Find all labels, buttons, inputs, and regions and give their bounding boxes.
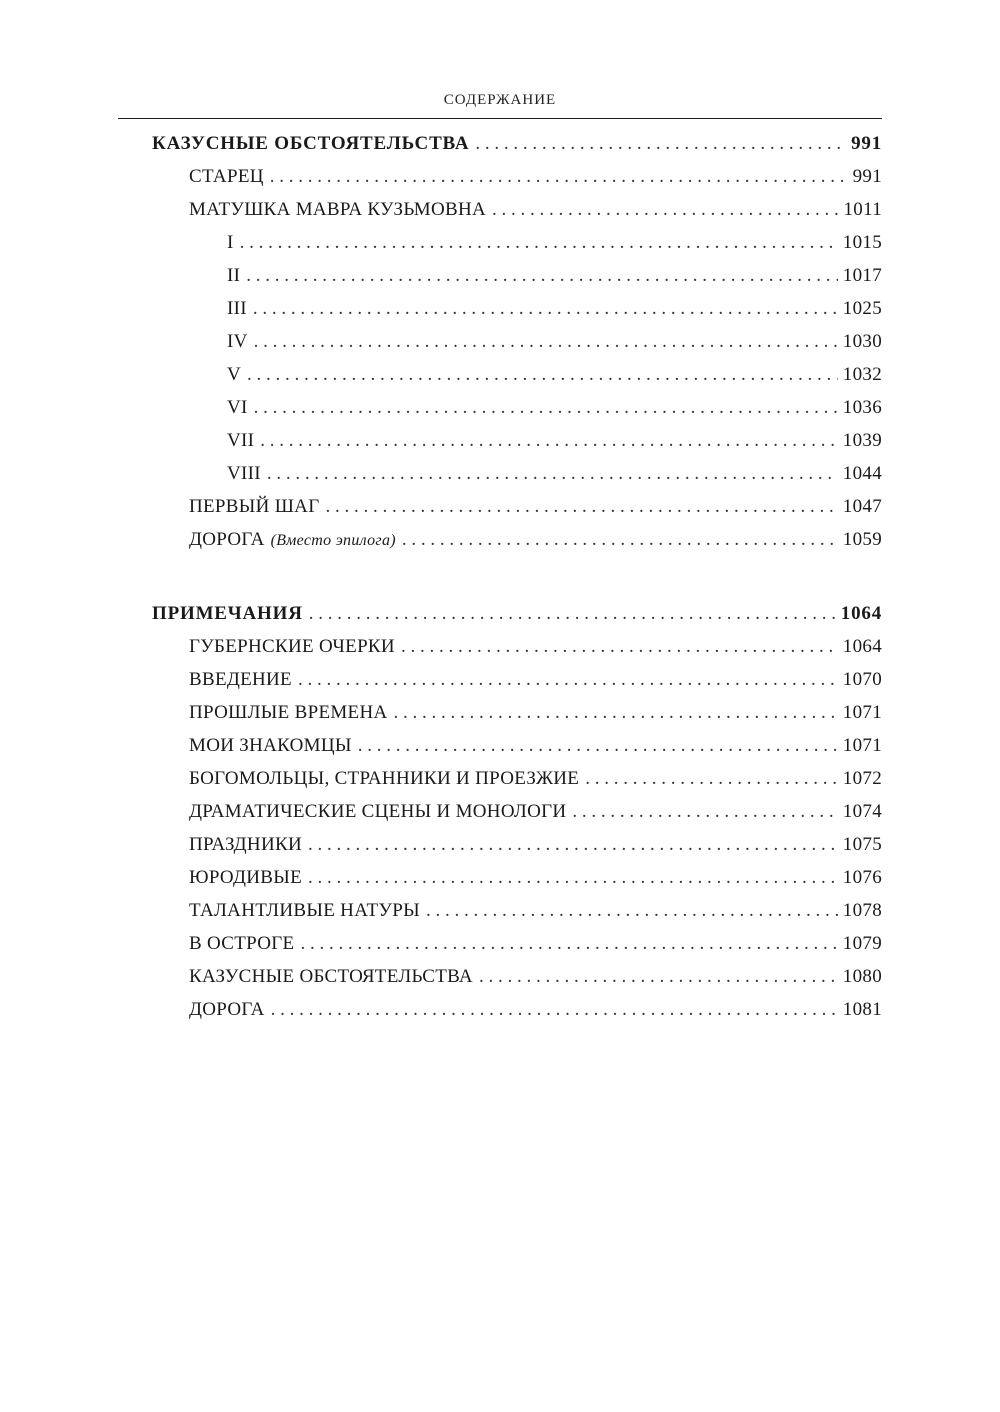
dot-leader: [300, 933, 837, 955]
toc-page-number: 1030: [842, 331, 882, 352]
toc-entry[interactable]: [152, 529, 882, 562]
toc-entry-title: КАЗУСНЫЕ ОБСТОЯТЕЛЬСТВА: [152, 133, 470, 154]
dot-leader: [585, 768, 838, 790]
toc-entry-title: ДОРОГА: [189, 999, 265, 1020]
toc-page-number: 1064: [842, 636, 882, 657]
dot-leader: [401, 636, 838, 658]
toc-entry-title: ПРОШЛЫЕ ВРЕМЕНА: [189, 702, 388, 723]
running-head: СОДЕРЖАНИЕ: [443, 92, 557, 108]
toc-entry-title: БОГОМОЛЬЦЫ, СТРАННИКИ И ПРОЕЗЖИЕ: [189, 768, 580, 789]
toc-entry[interactable]: [152, 331, 882, 364]
toc-page-number: 1071: [842, 702, 882, 723]
toc-section-heading[interactable]: [152, 603, 882, 636]
toc-entry[interactable]: [152, 735, 882, 768]
toc-page-number: 1025: [842, 298, 882, 319]
toc-page-number: 1079: [842, 933, 882, 954]
toc-entry-title: СТАРЕЦ: [189, 166, 264, 187]
toc-page-number: 1044: [842, 463, 882, 484]
toc-entry-title: III: [227, 298, 247, 319]
toc-page-number: 1081: [842, 999, 882, 1020]
toc-entry-title: ДОРОГА: [189, 529, 265, 550]
toc-entry[interactable]: [152, 397, 882, 430]
toc-entry[interactable]: [152, 900, 882, 933]
toc-entry-title: VII: [227, 430, 255, 451]
dot-leader: [253, 298, 838, 320]
toc-entry[interactable]: [152, 232, 882, 265]
toc-entry-title: МОИ ЗНАКОМЦЫ: [189, 735, 352, 756]
toc-section-heading[interactable]: [152, 133, 882, 166]
toc-entry[interactable]: [152, 933, 882, 966]
toc-page-number: 1036: [842, 397, 882, 418]
dot-leader: [246, 265, 838, 287]
toc-entry-note: (Вместо эпилога): [270, 532, 396, 549]
dot-leader: [309, 603, 836, 625]
table-of-contents: [152, 133, 882, 1032]
toc-entry-title: I: [227, 232, 234, 253]
toc-entry[interactable]: [152, 298, 882, 331]
toc-entry[interactable]: [152, 265, 882, 298]
toc-entry-title: VI: [227, 397, 248, 418]
toc-page-number: 1070: [842, 669, 882, 690]
toc-entry-title: II: [227, 265, 241, 286]
dot-leader: [492, 199, 838, 221]
toc-entry-title: ПЕРВЫЙ ШАГ: [189, 496, 320, 517]
toc-page-number: 1015: [842, 232, 882, 253]
toc-page-number: 1075: [842, 834, 882, 855]
dot-leader: [270, 166, 848, 188]
toc-page-number: 1078: [842, 900, 882, 921]
dot-leader: [260, 430, 838, 452]
toc-entry-title: ПРАЗДНИКИ: [189, 834, 302, 855]
toc-entry[interactable]: [152, 867, 882, 900]
dot-leader: [267, 463, 838, 485]
toc-page-number: 1011: [843, 199, 882, 220]
toc-section: [152, 133, 882, 562]
dot-leader: [572, 801, 837, 823]
dot-leader: [254, 331, 838, 353]
toc-entry-title: VIII: [227, 463, 261, 484]
toc-entry[interactable]: [152, 801, 882, 834]
dot-leader: [358, 735, 838, 757]
toc-entry[interactable]: [152, 496, 882, 529]
toc-entry-title: МАТУШКА МАВРА КУЗЬМОВНА: [189, 199, 487, 220]
dot-leader: [426, 900, 838, 922]
dot-leader: [479, 966, 838, 988]
toc-page-number: 1059: [842, 529, 882, 550]
toc-page-number: 1047: [842, 496, 882, 517]
toc-page-number: 1071: [842, 735, 882, 756]
dot-leader: [402, 529, 838, 551]
dot-leader: [247, 364, 838, 386]
toc-entry-title: ТАЛАНТЛИВЫЕ НАТУРЫ: [189, 900, 420, 921]
toc-entry-title: ПРИМЕЧАНИЯ: [152, 603, 303, 624]
toc-entry[interactable]: [152, 702, 882, 735]
toc-entry[interactable]: [152, 768, 882, 801]
dot-leader: [325, 496, 837, 518]
toc-page-number: 1074: [842, 801, 882, 822]
dot-leader: [271, 999, 838, 1021]
toc-entry-title: В ОСТРОГЕ: [189, 933, 295, 954]
toc-entry-title: IV: [227, 331, 248, 352]
toc-entry[interactable]: [152, 364, 882, 397]
toc-entry-title: КАЗУСНЫЕ ОБСТОЯТЕЛЬСТВА: [189, 966, 473, 987]
toc-entry-title: ЮРОДИВЫЕ: [189, 867, 303, 888]
toc-entry[interactable]: [152, 430, 882, 463]
dot-leader: [394, 702, 838, 724]
toc-page-number: 1076: [842, 867, 882, 888]
toc-entry-title: ДРАМАТИЧЕСКИЕ СЦЕНЫ И МОНОЛОГИ: [189, 801, 567, 822]
toc-page-number: 1017: [842, 265, 882, 286]
dot-leader: [308, 834, 838, 856]
dot-leader: [240, 232, 838, 254]
dot-leader: [308, 867, 838, 889]
toc-entry[interactable]: [152, 834, 882, 867]
toc-page-number: 1032: [842, 364, 882, 385]
toc-entry[interactable]: [152, 999, 882, 1032]
toc-page-number: 1039: [842, 430, 882, 451]
toc-entry-title: V: [227, 364, 242, 385]
toc-page-number: 1072: [842, 768, 882, 789]
toc-page-number: 1080: [842, 966, 882, 987]
toc-entry[interactable]: [152, 463, 882, 496]
toc-page-number: 991: [852, 166, 882, 187]
toc-entry-title: ГУБЕРНСКИЕ ОЧЕРКИ: [189, 636, 395, 657]
toc-entry[interactable]: [152, 966, 882, 999]
toc-entry[interactable]: [152, 669, 882, 702]
toc-page-number: 1064: [840, 603, 882, 624]
toc-entry[interactable]: [152, 199, 882, 232]
toc-section: [152, 603, 882, 1032]
dot-leader: [298, 669, 838, 691]
toc-entry-title: ВВЕДЕНИЕ: [189, 669, 292, 690]
toc-entry[interactable]: [152, 636, 882, 669]
toc-entry[interactable]: [152, 166, 882, 199]
toc-page-number: 991: [851, 133, 882, 154]
dot-leader: [475, 133, 846, 155]
dot-leader: [254, 397, 838, 419]
header-rule: [118, 118, 882, 119]
